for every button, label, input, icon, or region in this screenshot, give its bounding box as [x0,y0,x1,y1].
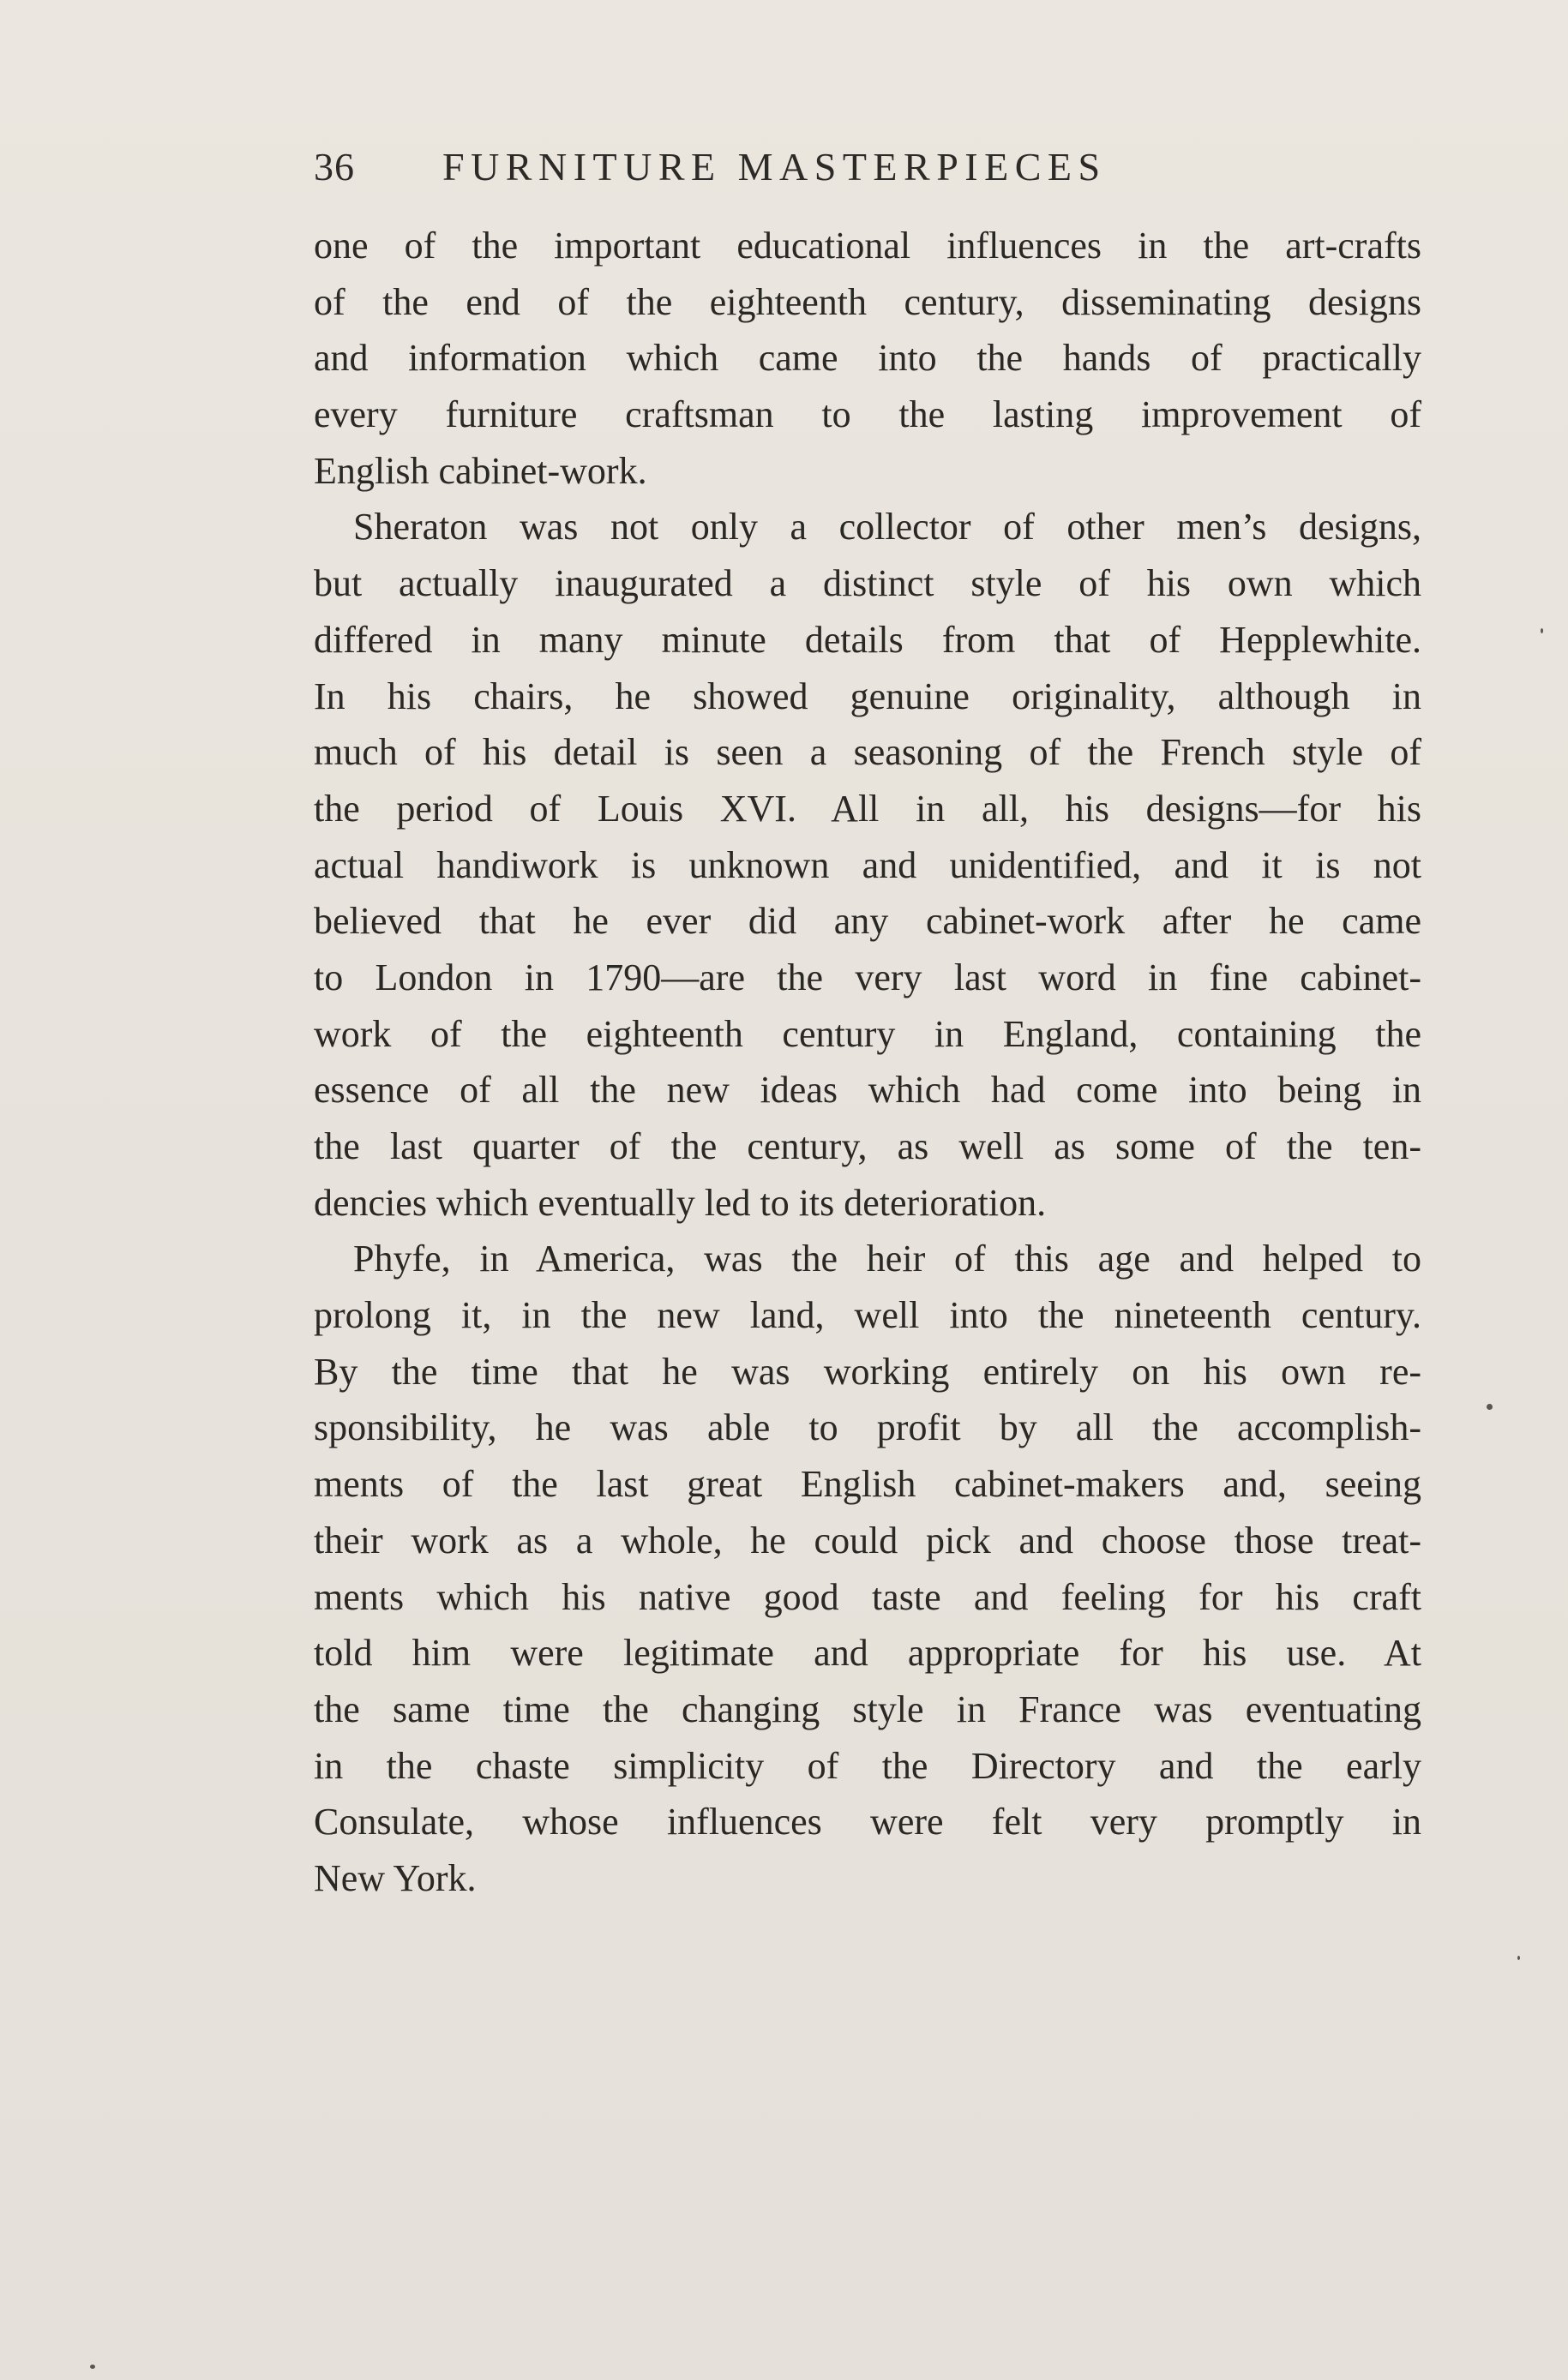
text-line: Consulate, whose influences were felt very promptly in [314,1801,1421,1843]
paper-speck [1487,1404,1493,1410]
text-line: but actually inaugurated a distinct style of his own which [314,562,1421,605]
text-line: New York. [314,1856,477,1899]
text-line: prolong it, in the new land, well into the nineteenth century. [314,1294,1421,1337]
text-line: told him were legitimate and appropriate for his use. At [314,1632,1421,1675]
running-head [314,137,1420,197]
running-title: FURNITURE MASTERPIECES [442,145,1107,189]
text-line: the last quarter of the century, as well as some of the ten- [314,1125,1421,1167]
text-line: actual handiwork is unknown and unidentified, and it is not [314,843,1421,886]
text-line: in the chaste simplicity of the Directory and the early [314,1744,1421,1787]
text-line: their work as a whole, he could pick and choose those treat- [314,1519,1421,1562]
text-line: sponsibility, he was able to profit by all the accomplish- [314,1406,1421,1449]
paper-speck [90,2365,95,2369]
text-line: the same time the changing style in France was eventuating [314,1688,1421,1730]
text-line: In his chairs, he showed genuine originality, although in [314,674,1421,717]
text-line: believed that he ever did any cabinet-work after he came [314,900,1421,943]
body-text [314,218,1421,1907]
text-line: differed in many minute details from that of Hepplewhite. [314,618,1421,661]
page-number: 36 [314,145,355,189]
text-line: the period of Louis XVI. All in all, his designs—for his [314,787,1421,830]
text-line: of the end of the eighteenth century, disseminating designs [314,280,1421,323]
text-line: essence of all the new ideas which had come into being in [314,1069,1421,1112]
paper-speck [1541,628,1543,633]
text-line: every furniture craftsman to the lasting improvement of [314,393,1421,436]
text-line: one of the important educational influences in the art-crafts [314,225,1421,267]
text-line: work of the eighteenth century in England, containing the [314,1012,1421,1055]
text-line: much of his detail is seen a seasoning of the French style of [314,731,1421,774]
text-line: ments of the last great English cabinet-makers and, seeing [314,1463,1421,1506]
text-line: and information which came into the hands of practically [314,337,1421,380]
text-line: dencies which eventually led to its deterioration. [314,1181,1047,1224]
paragraph-start-line: Phyfe, in America, was the heir of this age and helped to [353,1238,1421,1280]
text-line: By the time that he was working entirely on his own re- [314,1350,1421,1393]
text-line: English cabinet-work. [314,449,647,492]
paper-speck [1517,1956,1520,1960]
text-line: to London in 1790—are the very last word in fine cabinet- [314,956,1421,998]
paragraph-start-line: Sheraton was not only a collector of other men’s designs, [353,506,1421,549]
text-line: ments which his native good taste and feeling for his craft [314,1575,1421,1618]
